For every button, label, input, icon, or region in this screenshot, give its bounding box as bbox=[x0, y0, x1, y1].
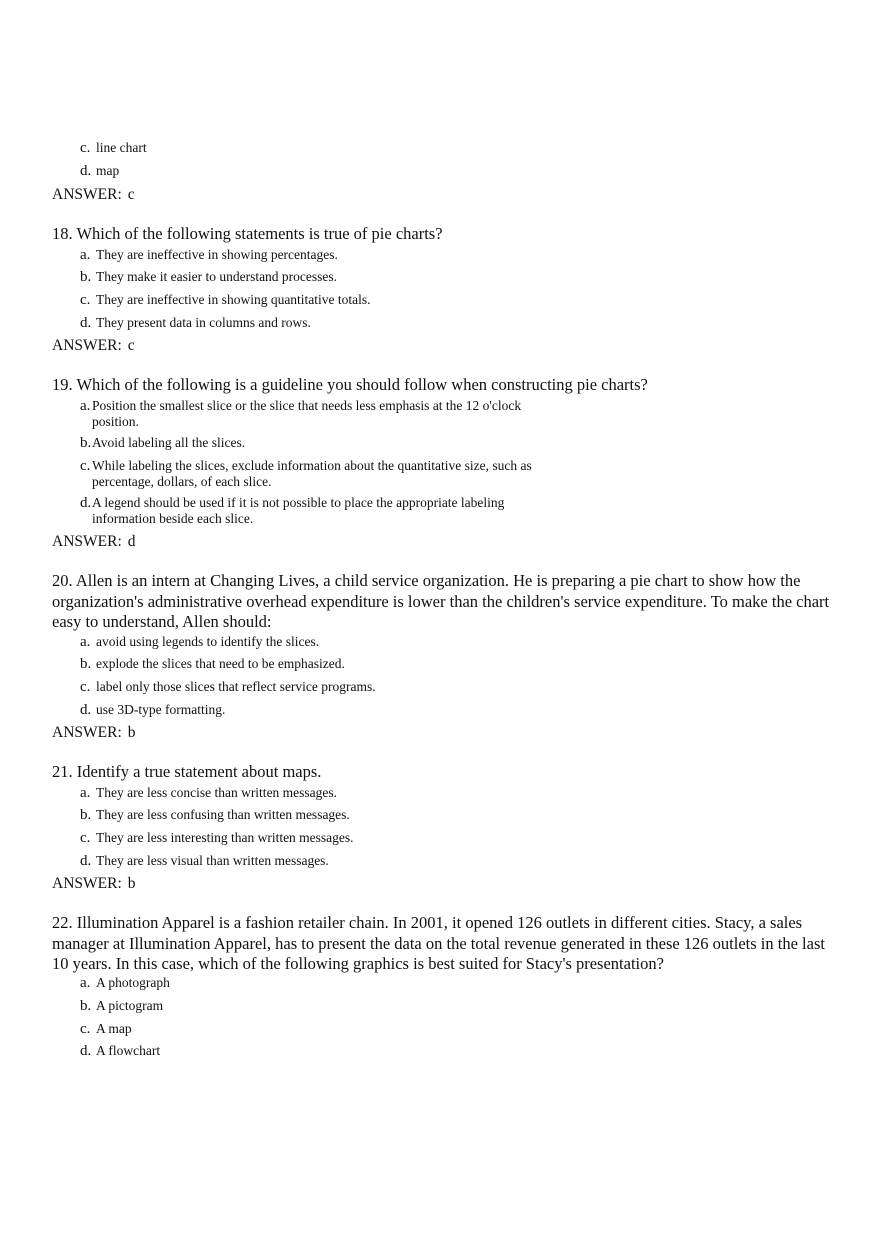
option-text: They are less concise than written messages. bbox=[96, 785, 338, 800]
option-letter: b. bbox=[80, 998, 92, 1014]
answer-line bbox=[52, 724, 136, 742]
option-b bbox=[80, 998, 163, 1014]
option-text: avoid using legends to identify the slices. bbox=[96, 634, 320, 649]
option-letter: a. bbox=[80, 634, 91, 650]
answer-value: b bbox=[127, 724, 136, 741]
option-text: A flowchart bbox=[96, 1043, 161, 1058]
option-text: map bbox=[96, 163, 120, 178]
option-text: They are less interesting than written messages. bbox=[96, 830, 354, 845]
option-letter: c. bbox=[80, 140, 91, 156]
option-letter: b. bbox=[80, 269, 92, 285]
question-20-stem: 20. Allen is an intern at Changing Lives, a child service organization. He is preparing a pie chart to show how the organization's administrative overhead expenditure is lower than the children's service expenditure. To make the chart easy to understand, Allen should: bbox=[52, 571, 830, 631]
option-text: use 3D-type formatting. bbox=[96, 702, 226, 717]
option-text-continued: information beside each slice. bbox=[92, 511, 254, 526]
option-c bbox=[80, 458, 532, 490]
option-a bbox=[80, 634, 319, 650]
option-letter: c. bbox=[80, 830, 91, 846]
option-letter: a. bbox=[80, 975, 91, 991]
option-letter: c. bbox=[80, 458, 91, 474]
option-letter: d. bbox=[80, 315, 92, 331]
option-letter: d. bbox=[80, 1043, 92, 1059]
answer-label: ANSWER: bbox=[52, 724, 122, 741]
option-c bbox=[80, 830, 354, 846]
option-text: While labeling the slices, exclude information about the quantitative size, such as bbox=[92, 458, 532, 473]
answer-line bbox=[52, 186, 135, 204]
option-text: They make it easier to understand processes. bbox=[96, 269, 338, 284]
option-text: A photograph bbox=[96, 975, 170, 990]
answer-label: ANSWER: bbox=[52, 337, 122, 354]
option-letter: d. bbox=[80, 163, 92, 179]
answer-value: d bbox=[127, 533, 136, 550]
option-b bbox=[80, 656, 345, 672]
option-d bbox=[80, 163, 119, 179]
option-letter: d. bbox=[80, 702, 92, 718]
option-letter: b. bbox=[80, 807, 92, 823]
option-letter: a. bbox=[80, 247, 91, 263]
answer-label: ANSWER: bbox=[52, 186, 122, 203]
answer-line bbox=[52, 875, 136, 893]
option-text: line chart bbox=[96, 140, 147, 155]
option-text: They are less confusing than written messages. bbox=[96, 807, 350, 822]
option-text: A pictogram bbox=[96, 998, 164, 1013]
answer-label: ANSWER: bbox=[52, 533, 122, 550]
option-letter: a. bbox=[80, 398, 91, 414]
option-letter: c. bbox=[80, 1021, 91, 1037]
option-text-continued: percentage, dollars, of each slice. bbox=[92, 474, 272, 489]
answer-value: c bbox=[127, 337, 135, 354]
option-d bbox=[80, 315, 311, 331]
option-text: They are ineffective in showing quantitative totals. bbox=[96, 292, 371, 307]
option-text: explode the slices that need to be emphasized. bbox=[96, 656, 345, 671]
option-letter: b. bbox=[80, 656, 92, 672]
option-text: Position the smallest slice or the slice that needs less emphasis at the 12 o'clock bbox=[92, 398, 522, 413]
option-letter: a. bbox=[80, 785, 91, 801]
option-c bbox=[80, 292, 371, 308]
option-a bbox=[80, 975, 170, 991]
option-c bbox=[80, 1021, 132, 1037]
option-a bbox=[80, 247, 338, 263]
option-c bbox=[80, 140, 147, 156]
option-d bbox=[80, 495, 504, 527]
option-letter: b. bbox=[80, 435, 92, 451]
option-text: They are less visual than written messages. bbox=[96, 853, 329, 868]
option-b bbox=[80, 435, 245, 451]
option-c bbox=[80, 679, 376, 695]
option-text: A map bbox=[96, 1021, 132, 1036]
question-19-stem: 19. Which of the following is a guideline you should follow when constructing pie charts? bbox=[52, 375, 648, 394]
option-a bbox=[80, 785, 337, 801]
option-d bbox=[80, 853, 329, 869]
option-text-continued: position. bbox=[92, 414, 139, 429]
option-letter: c. bbox=[80, 292, 91, 308]
option-text: A legend should be used if it is not possible to place the appropriate labeling bbox=[92, 495, 505, 510]
answer-label: ANSWER: bbox=[52, 875, 122, 892]
answer-value: b bbox=[127, 875, 136, 892]
option-letter: d. bbox=[80, 853, 92, 869]
answer-value: c bbox=[127, 186, 135, 203]
option-a bbox=[80, 398, 521, 430]
answer-line bbox=[52, 533, 136, 551]
option-text: They present data in columns and rows. bbox=[96, 315, 311, 330]
question-22-stem: 22. Illumination Apparel is a fashion retailer chain. In 2001, it opened 126 outlets in different cities. Stacy, a sales manager at Illumination Apparel, has to present the data on the total revenue generated in these 126 outlets in the last 10 years. In this case, which of the following graphics is best suited for Stacy's presentation? bbox=[52, 913, 825, 973]
option-text: label only those slices that reflect service programs. bbox=[96, 679, 376, 694]
answer-line bbox=[52, 337, 135, 355]
question-21-stem: 21. Identify a true statement about maps. bbox=[52, 762, 322, 781]
option-d bbox=[80, 702, 225, 718]
option-d bbox=[80, 1043, 160, 1059]
option-text: Avoid labeling all the slices. bbox=[92, 435, 246, 450]
option-letter: c. bbox=[80, 679, 91, 695]
option-b bbox=[80, 807, 350, 823]
question-18-stem: 18. Which of the following statements is true of pie charts? bbox=[52, 224, 443, 243]
option-b bbox=[80, 269, 337, 285]
option-text: They are ineffective in showing percentages. bbox=[96, 247, 338, 262]
option-letter: d. bbox=[80, 495, 92, 511]
